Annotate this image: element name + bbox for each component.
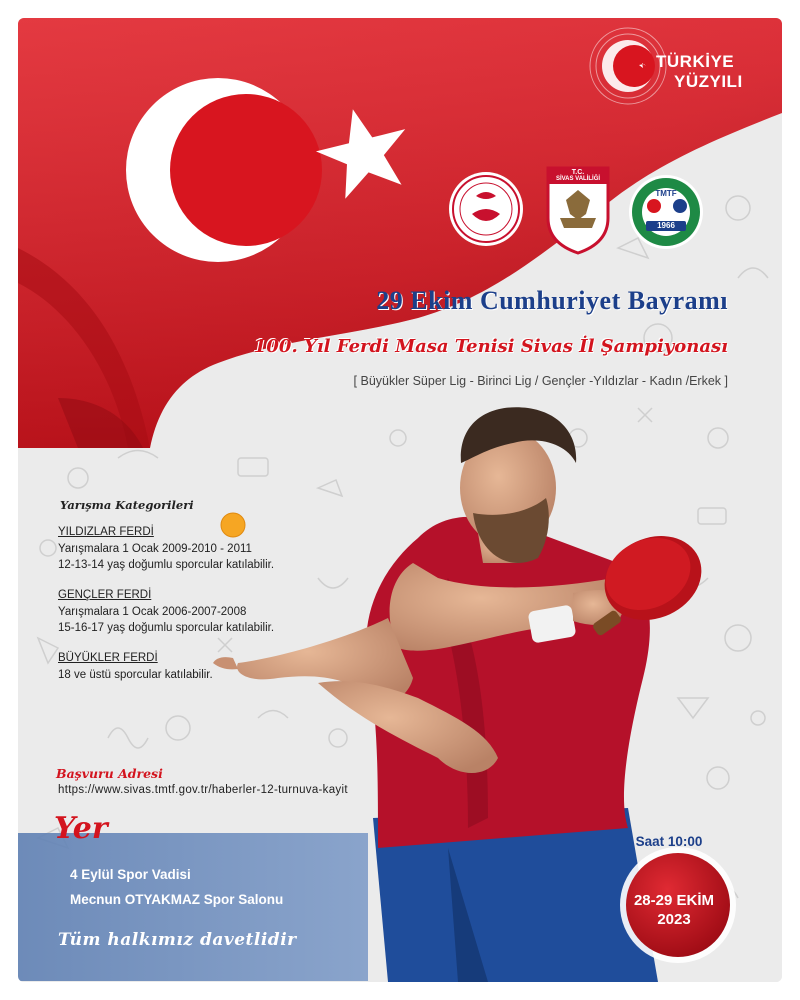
turkiye-yuzyili-line2: YÜZYILI [674, 72, 743, 91]
category-line: Yarışmalara 1 Ocak 2006-2007-2008 [58, 606, 247, 618]
event-date: 28-29 EKİM [633, 892, 715, 909]
category-line: 15-16-17 yaş doğumlu sporcular katılabilir. [58, 622, 275, 634]
vilayet-top-text: T.C. [571, 169, 585, 176]
event-title: 29 Ekim Cumhuriyet Bayramı [376, 286, 728, 315]
turkiye-yuzyili-line1: TÜRKİYE [656, 52, 735, 71]
event-time: Saat 10:00 [635, 834, 703, 849]
venue-line2: Mecnun OTYAKMAZ Spor Salonu [70, 892, 284, 907]
category-line: 18 ve üstü sporcular katılabilir. [58, 669, 213, 681]
application-heading: Başvuru Adresi [56, 766, 163, 781]
tmtf-federation-logo [629, 175, 703, 249]
venue-band [18, 833, 368, 981]
category-line: Yarışmalara 1 Ocak 2009-2010 - 2011 [58, 543, 252, 555]
sport-ministry-logo [449, 172, 523, 246]
venue-line1: 4 Eylül Spor Vadisi [70, 867, 191, 882]
event-poster [18, 18, 782, 982]
category-name-gencler: GENÇLER FERDİ [58, 589, 152, 601]
federation-letters-text: TMTF [655, 189, 677, 198]
categories-heading: Yarışma Kategorileri [60, 498, 194, 512]
event-subtitle: 100. Yıl Ferdi Masa Tenisi Sivas İl Şampiyonası [253, 336, 728, 357]
category-name-yildizlar: YILDIZLAR FERDİ [58, 526, 154, 538]
invitation-text: Tüm halkımız davetlidir [58, 930, 297, 950]
location-heading: Yer [54, 811, 108, 846]
ping-pong-ball-icon [221, 513, 245, 537]
application-url[interactable]: https://www.sivas.tmtf.gov.tr/haberler-12-turnuva-kayit [58, 784, 348, 796]
category-name-buyukler: BÜYÜKLER FERDİ [58, 652, 158, 664]
league-list: [ Büyükler Süper Lig - Birinci Lig / Gençler -Yıldızlar - Kadın /Erkek ] [353, 374, 728, 388]
vilayet-name-text: SİVAS VALİLİĞİ [555, 176, 601, 182]
federation-year-text: 1966 [657, 221, 675, 230]
category-line: 12-13-14 yaş doğumlu sporcular katılabilir. [58, 559, 275, 571]
event-year: 2023 [657, 911, 691, 928]
